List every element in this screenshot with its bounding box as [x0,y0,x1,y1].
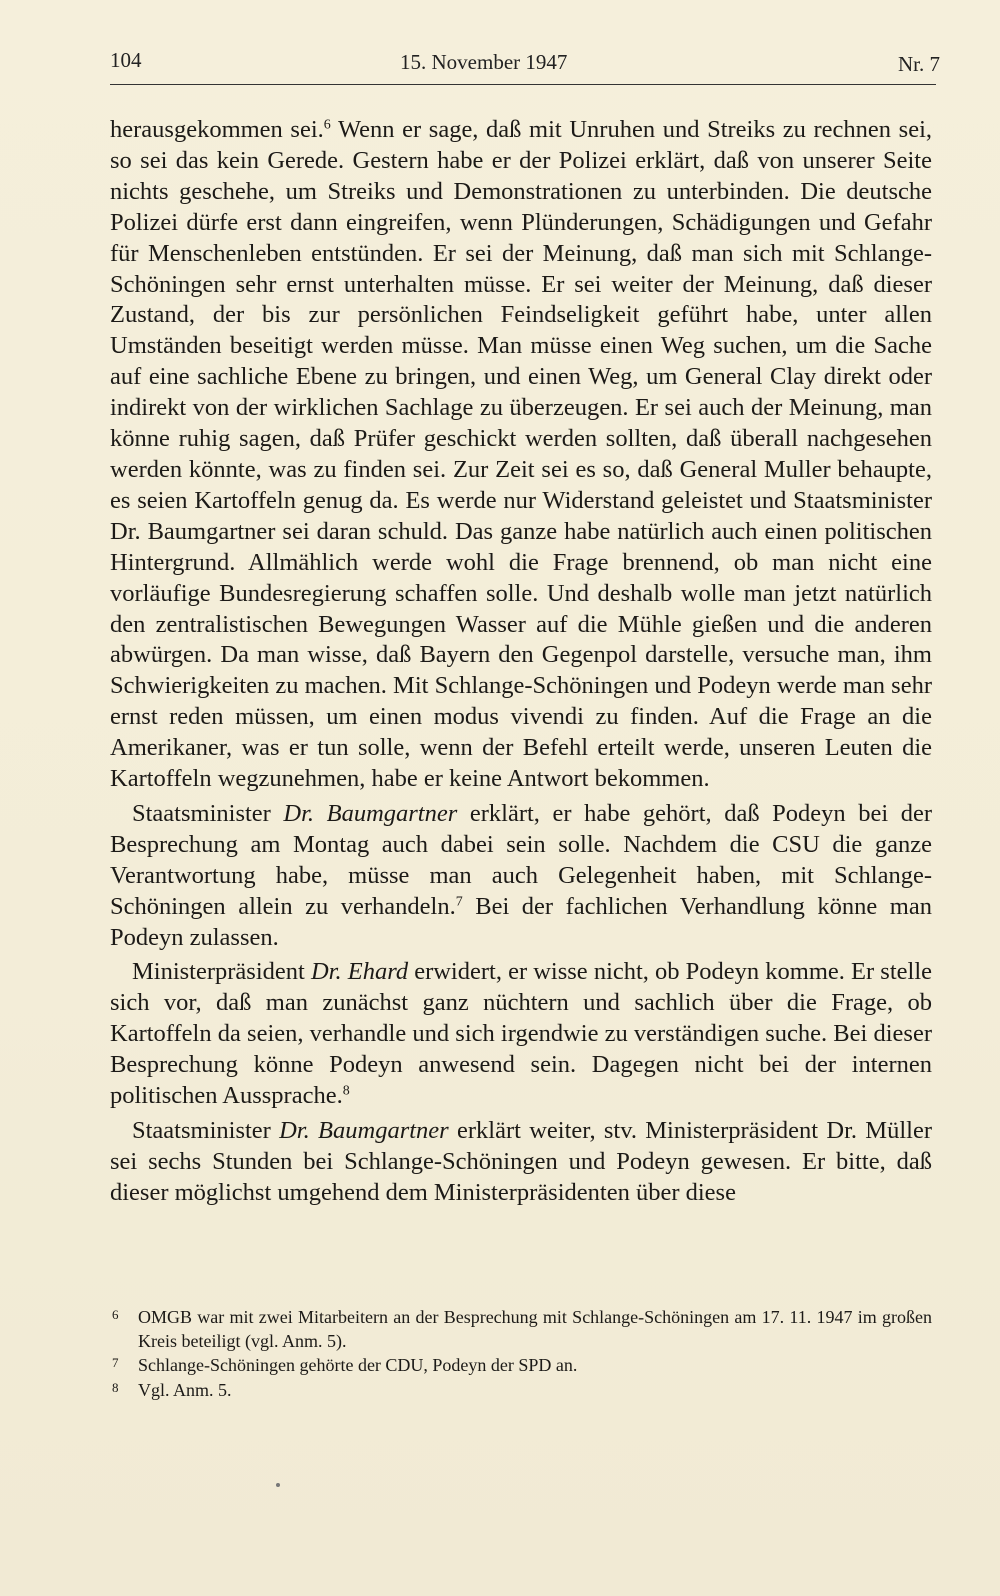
footnote-ref-8[interactable]: 8 [342,1083,350,1099]
footnote-8-text: Vgl. Anm. 5. [138,1379,232,1400]
footnotes [110,1306,932,1403]
footnote-6 [110,1306,932,1353]
paragraph-1-text-b: Wenn er sage, daß mit Unruhen und Streiks zu rechnen sei, so sei das kein Gerede. Gestern habe er der Polizei erklärt, daß von unserer Seite nichts geschehe, um Streiks und Demonstrationen zu unterbinden. Die deutsche Polizei dürfe erst dann eingreifen, wenn Plünderungen, Schädigungen und Gefahr für Menschenleben entstünden. Er sei der Meinung, daß man sich mit Schlange-Schöningen sehr ernst unterhalten müsse. Er sei weiter der Meinung, daß dieser Zustand, der bis zur persönlichen Feindseligkeit geführt habe, unter allen Umständen beseitigt werden müsse. Man müsse einen Weg suchen, um die Sache auf eine sachliche Ebene zu bringen, und einen Weg, um General Clay direkt oder indirekt von der wirklichen Sachlage zu überzeugen. Er sei auch der Meinung, man könne ruhig sagen, daß Prüfer geschickt werden sollten, daß überall nachgesehen werden könnte, was zu finden sei. Zur Zeit sei es so, daß General Muller behaupte, es seien Kartoffeln genug da. Es werde nur Widerstand geleistet und Staatsminister Dr. Baumgartner sei daran schuld. Das ganze habe natürlich auch einen politischen Hintergrund. Allmählich werde wohl die Frage brennend, ob man nicht eine vorläufige Bundesregierung schaffen solle. Und deshalb wolle man jetzt natürlich den zentralistischen Bewegungen Wasser auf die Mühle gießen und die anderen abwürgen. Da man wisse, daß Bayern den Gegenpol darstelle, versuche man, ihm Schwierigkeiten zu machen. Mit Schlange-Schöningen und Podeyn werde man sehr ernst reden müssen, um einen modus vivendi zu finden. Auf die Frage an die Amerikaner, was er tun solle, wenn der Befehl erteilt werde, unseren Leuten die Kartoffeln wegzunehmen, habe er keine Antwort bekommen. [110,116,933,793]
paragraph-2-text-a: erklärt, er habe gehört, daß Podeyn bei der Besprechung am Montag auch dabei sein solle. Nachdem die CSU die ganze Verantwortung habe, müsse man auch Gelegenheit haben, mit Schlange-Schöningen allein zu verhandeln. [110,799,933,920]
paragraph-2-speaker-name: Dr. Baumgartner [283,799,458,827]
paragraph-2-text-b: Bei der fachlichen Verhandlung könne man Podeyn zulassen. [110,892,932,951]
footnote-8 [110,1379,932,1403]
footnote-ref-7[interactable]: 7 [455,894,463,910]
page-number: 104 [110,48,142,72]
paragraph-4-text-a: erklärt weiter, stv. Ministerpräsident Dr. Müller sei sechs Stunden bei Schlange-Schöningen und Podeyn gewesen. Er bitte, daß dieser möglichst umgehend dem Ministerpräsidenten über diese [110,1117,932,1206]
paragraph-2 [110,799,932,954]
header-rule [110,84,936,85]
footnote-7-number: 7 [112,1355,119,1370]
paragraph-4-speaker-title: Staatsminister [132,1117,280,1144]
paragraph-2-speaker-title: Staatsminister [132,799,284,827]
paragraph-3 [110,957,932,1112]
footnote-8-number: 8 [112,1379,119,1395]
header-date: 15. November 1947 [400,50,568,74]
paragraph-3-speaker-name: Dr. Ehard [310,958,409,986]
paragraph-1 [110,115,932,795]
paper-speck [276,1483,280,1487]
footnote-ref-6[interactable]: 6 [323,117,331,133]
paragraph-3-speaker-title: Ministerpräsident [132,958,311,986]
paragraph-1-text-a: herausgekommen sei. [110,116,324,143]
body-text [110,115,932,1209]
paragraph-4 [110,1116,932,1209]
running-header [110,48,940,84]
header-issue-number: Nr. 7 [898,52,940,76]
footnote-6-text: OMGB war mit zwei Mitarbeitern an der Besprechung mit Schlange-Schöningen am 17. 11. 1947 im großen Kreis beteiligt (vgl. Anm. 5). [138,1307,932,1351]
paragraph-3-text-a: erwidert, er wisse nicht, ob Podeyn komme. Er stelle sich vor, daß man zunächst ganz nüchtern und sachlich über die Frage, ob Kartoffeln da seien, verhandle und sich irgendwie zu verständigen suche. Bei dieser Besprechung könne Podeyn anwesend sein. Dagegen nicht bei der internen politischen Aussprache. [110,958,933,1110]
footnote-7-text: Schlange-Schöningen gehörte der CDU, Podeyn der SPD an. [138,1355,578,1375]
footnote-7 [110,1354,932,1378]
footnote-6-number: 6 [112,1307,119,1322]
paragraph-4-speaker-name: Dr. Baumgartner [279,1117,449,1144]
